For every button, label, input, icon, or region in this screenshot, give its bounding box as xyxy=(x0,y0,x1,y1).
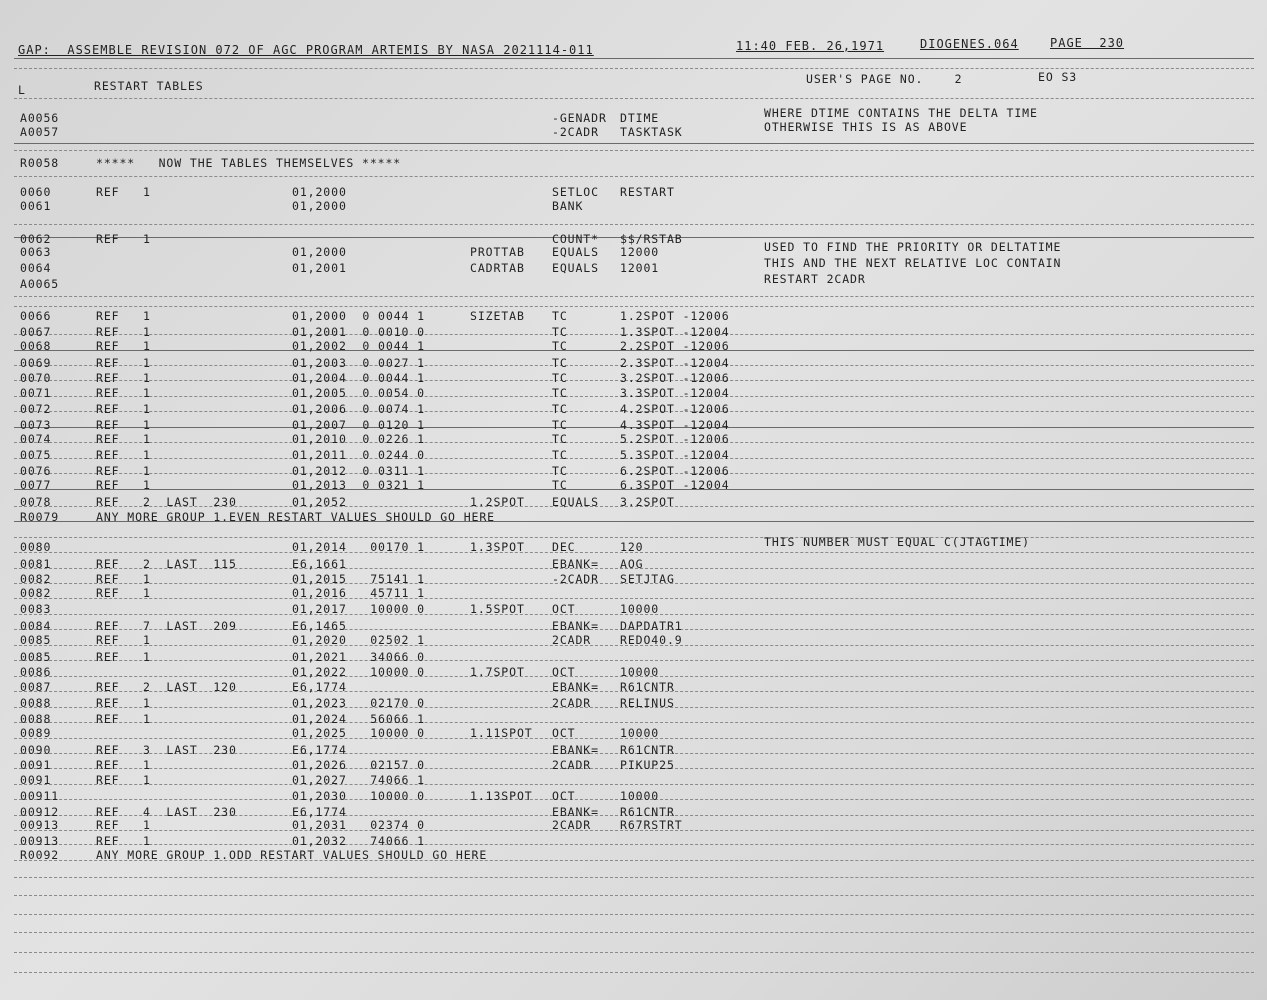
label-field: SIZETAB xyxy=(470,309,525,323)
operand-field: 5.2SPOT -12006 xyxy=(620,432,730,446)
line-number: A0065 xyxy=(20,277,60,291)
line-number: 0066 xyxy=(20,309,52,323)
header-page: PAGE 230 xyxy=(1050,36,1125,50)
address-field: 01,2014 00170 1 xyxy=(292,540,426,554)
ref-field: REF 1 xyxy=(96,356,151,370)
operand-field: 3.2SPOT -12006 xyxy=(620,370,730,385)
ruled-line xyxy=(14,914,1254,915)
ruled-line xyxy=(14,722,1254,723)
opcode-field: -2CADR xyxy=(552,571,599,586)
opcode-field: OCT xyxy=(552,602,576,616)
ref-field: REF 1 xyxy=(96,402,151,416)
opcode-field: DEC xyxy=(552,540,576,554)
line-number: 00913 xyxy=(20,818,60,832)
ref-field: REF 1 xyxy=(96,386,151,400)
address-field: 01,2013 0 0321 1 xyxy=(292,478,426,492)
header-operator: DIOGENES.064 xyxy=(920,37,1019,51)
address-field: 01,2010 0 0226 1 xyxy=(292,432,426,446)
address-field: 01,2026 02157 0 xyxy=(292,757,426,772)
line-number: 0071 xyxy=(20,386,52,400)
line-number: 0091 xyxy=(20,757,52,772)
operand-field: R61CNTR xyxy=(620,804,675,819)
operand-field: 2.2SPOT -12006 xyxy=(620,339,730,353)
ref-field: REF 1 xyxy=(96,757,151,772)
operand-field: 2.3SPOT -12004 xyxy=(620,356,730,370)
label-field: 1.3SPOT xyxy=(470,540,525,554)
operand-field: 10000 xyxy=(620,726,660,740)
line-number: 0087 xyxy=(20,680,52,694)
ruled-line xyxy=(14,537,1254,538)
address-field: 01,2021 34066 0 xyxy=(292,650,426,664)
opcode-field: EQUALS xyxy=(552,260,599,275)
opcode-field: TC xyxy=(552,356,568,370)
operand-field: TASKTASK xyxy=(620,124,683,139)
line-number: 0088 xyxy=(20,696,52,710)
address-field: 01,2020 02502 1 xyxy=(292,633,426,647)
line-number: 0062 xyxy=(20,232,52,246)
ruled-line xyxy=(14,98,1254,99)
operand-field: PIKUP25 xyxy=(620,757,675,772)
operand-field: 12000 xyxy=(620,245,660,259)
address-field: 01,2000 xyxy=(292,198,347,213)
address-field: 01,2000 0 0044 1 xyxy=(292,309,426,323)
opcode-field: TC xyxy=(552,370,568,385)
line-number: A0057 xyxy=(20,124,60,139)
opcode-field: TC xyxy=(552,386,568,400)
opcode-field: EBANK= xyxy=(552,680,599,694)
operand-field: AOG xyxy=(620,557,644,571)
remark-field: RESTART 2CADR xyxy=(764,272,866,286)
operand-field: 1.3SPOT -12004 xyxy=(620,324,730,339)
line-number: 0091 xyxy=(20,773,52,787)
address-field: 01,2017 10000 0 xyxy=(292,602,426,616)
ref-field: REF 1 xyxy=(96,417,151,432)
ruled-line xyxy=(14,58,1254,59)
operand-field: RESTART xyxy=(620,185,675,199)
ruled-line xyxy=(14,932,1254,933)
label-field: 1.5SPOT xyxy=(470,602,525,616)
operand-field: $$/RSTAB xyxy=(620,232,683,246)
ruled-line xyxy=(14,598,1254,599)
ref-field: REF 1 xyxy=(96,339,151,353)
line-number: 0060 xyxy=(20,185,52,199)
ref-field: REF 1 xyxy=(96,370,151,385)
ruled-line xyxy=(14,877,1254,878)
operand-field: 3.2SPOT xyxy=(620,495,675,509)
address-field: E6,1774 xyxy=(292,680,347,694)
operand-field: 5.3SPOT -12004 xyxy=(620,448,730,462)
line-number: 0074 xyxy=(20,432,52,446)
opcode-field: TC xyxy=(552,432,568,446)
address-field: 01,2011 0 0244 0 xyxy=(292,448,426,462)
subheader-log: L xyxy=(18,83,26,97)
subheader-title: RESTART TABLES xyxy=(94,79,204,93)
address-field: 01,2022 10000 0 xyxy=(292,664,426,679)
opcode-field: TC xyxy=(552,339,568,353)
remark-field: OTHERWISE THIS IS AS ABOVE xyxy=(764,119,968,134)
address-field: 01,2006 0 0074 1 xyxy=(292,402,426,416)
ref-field: REF 1 xyxy=(96,448,151,462)
operand-field: DTIME xyxy=(620,111,660,125)
line-number: 0081 xyxy=(20,557,52,571)
users-page: USER'S PAGE NO. 2 xyxy=(806,72,963,86)
operand-field: R61CNTR xyxy=(620,680,675,694)
opcode-field: EQUALS xyxy=(552,245,599,259)
label-field: 1.11SPOT xyxy=(470,726,533,740)
ref-field: REF 7 LAST 209 xyxy=(96,618,237,633)
operand-field: 6.2SPOT -12006 xyxy=(620,463,730,478)
opcode-field: OCT xyxy=(552,726,576,740)
address-field: 01,2024 56066 1 xyxy=(292,711,426,726)
eo-tag: EO S3 xyxy=(1038,70,1078,84)
operand-field: RELINUS xyxy=(620,696,675,710)
opcode-field: EBANK= xyxy=(552,743,599,757)
ruled-line xyxy=(14,972,1254,973)
opcode-field: SETLOC xyxy=(552,185,599,199)
ref-field: REF 3 LAST 230 xyxy=(96,743,237,757)
address-field: 01,2015 75141 1 xyxy=(292,571,426,586)
address-field: 01,2031 02374 0 xyxy=(292,818,426,832)
address-field: 01,2025 10000 0 xyxy=(292,726,426,740)
operand-field: 6.3SPOT -12004 xyxy=(620,478,730,492)
line-number: 0061 xyxy=(20,198,52,213)
line-number: 00913 xyxy=(20,834,60,848)
ref-field: REF 1 xyxy=(96,834,151,848)
opcode-field: OCT xyxy=(552,789,576,803)
ref-field: REF 1 xyxy=(96,571,151,586)
operand-field: 3.3SPOT -12004 xyxy=(620,386,730,400)
opcode-field: TC xyxy=(552,402,568,416)
ruled-line xyxy=(14,895,1254,896)
ruled-line xyxy=(14,306,1254,307)
line-number: 0068 xyxy=(20,339,52,353)
address-field: 01,2027 74066 1 xyxy=(292,773,426,787)
operand-field: 10000 xyxy=(620,602,660,616)
line-number: 0064 xyxy=(20,260,52,275)
line-number: 00912 xyxy=(20,804,60,819)
remark-field: USED TO FIND THE PRIORITY OR DELTATIME xyxy=(764,240,1062,254)
label-field: CADRTAB xyxy=(470,260,525,275)
address-field: E6,1774 xyxy=(292,804,347,819)
ref-field: REF 2 LAST 230 xyxy=(96,495,237,509)
operand-field: 4.2SPOT -12006 xyxy=(620,402,730,416)
ref-field: REF 1 xyxy=(96,696,151,710)
line-number: A0056 xyxy=(20,111,60,125)
opcode-field: TC xyxy=(552,324,568,339)
operand-field: 4.3SPOT -12004 xyxy=(620,417,730,432)
remark-field: THIS NUMBER MUST EQUAL C(JTAGTIME) xyxy=(764,535,1031,549)
operand-field: 12001 xyxy=(620,260,660,275)
address-field: 01,2000 xyxy=(292,185,347,199)
address-field: 01,2001 0 0010 0 xyxy=(292,324,426,339)
opcode-field: EBANK= xyxy=(552,557,599,571)
line-number: R0092 xyxy=(20,847,60,862)
line-number: 0076 xyxy=(20,463,52,478)
opcode-field: -GENADR xyxy=(552,111,607,125)
ref-field: REF 1 xyxy=(96,432,151,446)
ref-field: REF 2 LAST 115 xyxy=(96,557,237,571)
remark-field: THIS AND THE NEXT RELATIVE LOC CONTAIN xyxy=(764,255,1062,270)
operand-field: 1.2SPOT -12006 xyxy=(620,309,730,323)
ref-field: REF 1 xyxy=(96,773,151,787)
operand-field: 120 xyxy=(620,540,644,554)
header-datetime: 11:40 FEB. 26,1971 xyxy=(736,39,885,53)
opcode-field: 2CADR xyxy=(552,818,592,832)
address-field: 01,2004 0 0044 1 xyxy=(292,370,426,385)
opcode-field: -2CADR xyxy=(552,124,599,139)
address-field: 01,2032 74066 1 xyxy=(292,834,426,848)
line-number: 0086 xyxy=(20,664,52,679)
opcode-field: TC xyxy=(552,448,568,462)
opcode-field: EQUALS xyxy=(552,495,599,509)
opcode-field: TC xyxy=(552,309,568,323)
line-number: 0072 xyxy=(20,402,52,416)
address-field: 01,2052 xyxy=(292,495,347,509)
address-field: 01,2005 0 0054 0 xyxy=(292,386,426,400)
label-field: 1.7SPOT xyxy=(470,664,525,679)
ruled-line xyxy=(14,224,1254,225)
address-field: 01,2000 xyxy=(292,245,347,259)
opcode-field: EBANK= xyxy=(552,804,599,819)
line-number: 0073 xyxy=(20,417,52,432)
line-number: 0090 xyxy=(20,743,52,757)
ref-field: REF 1 xyxy=(96,818,151,832)
line-number: 0063 xyxy=(20,245,52,259)
address-field: 01,2012 0 0311 1 xyxy=(292,463,426,478)
address-field: 01,2002 0 0044 1 xyxy=(292,339,426,353)
ruled-line xyxy=(14,296,1254,297)
line-number: 0067 xyxy=(20,324,52,339)
ref-field: REF 1 xyxy=(96,478,151,492)
ruled-line xyxy=(14,150,1254,151)
opcode-field: OCT xyxy=(552,664,576,679)
ref-field: REF 1 xyxy=(96,324,151,339)
line-number: 0088 xyxy=(20,711,52,726)
address-field: 01,2016 45711 1 xyxy=(292,586,426,600)
operand-field: R61CNTR xyxy=(620,743,675,757)
ref-field: ANY MORE GROUP 1.ODD RESTART VALUES SHOULD GO HERE xyxy=(96,847,488,862)
address-field: 01,2003 0 0027 1 xyxy=(292,356,426,370)
line-number: 0089 xyxy=(20,726,52,740)
address-field: E6,1465 xyxy=(292,618,347,633)
label-field: 1.2SPOT xyxy=(470,495,525,509)
ref-field: REF 1 xyxy=(96,633,151,647)
line-number: 0084 xyxy=(20,618,52,633)
line-number: 0080 xyxy=(20,540,52,554)
line-number: 0083 xyxy=(20,602,52,616)
line-number: 0077 xyxy=(20,478,52,492)
ref-field: REF 2 LAST 120 xyxy=(96,680,237,694)
ref-field: REF 1 xyxy=(96,232,151,246)
remark-field: WHERE DTIME CONTAINS THE DELTA TIME xyxy=(764,106,1038,120)
operand-field: R67RSTRT xyxy=(620,818,683,832)
opcode-field: COUNT* xyxy=(552,232,599,246)
line-number: 0070 xyxy=(20,370,52,385)
opcode-field: 2CADR xyxy=(552,696,592,710)
ref-field: REF 4 LAST 230 xyxy=(96,804,237,819)
line-number: R0079 xyxy=(20,509,60,524)
label-field: PROTTAB xyxy=(470,245,525,259)
ruled-line xyxy=(14,660,1254,661)
ruled-line xyxy=(14,784,1254,785)
address-field: 01,2023 02170 0 xyxy=(292,696,426,710)
ruled-line xyxy=(14,952,1254,953)
operand-field: SETJTAG xyxy=(620,571,675,586)
ref-field: ANY MORE GROUP 1.EVEN RESTART VALUES SHOULD GO HERE xyxy=(96,509,496,524)
operand-field: 10000 xyxy=(620,664,660,679)
line-number: 0078 xyxy=(20,495,52,509)
line-number: 0085 xyxy=(20,633,52,647)
address-field: 01,2001 xyxy=(292,260,347,275)
operand-field: REDO40.9 xyxy=(620,633,683,647)
ruled-line xyxy=(14,143,1254,144)
label-field: 1.13SPOT xyxy=(470,789,533,803)
line-number: 0075 xyxy=(20,448,52,462)
line-number: 0082 xyxy=(20,571,52,586)
opcode-field: TC xyxy=(552,417,568,432)
ref-field: REF 1 xyxy=(96,309,151,323)
address-field: 01,2030 10000 0 xyxy=(292,789,426,803)
ref-field: REF 1 xyxy=(96,650,151,664)
ref-field: REF 1 xyxy=(96,463,151,478)
ref-field: REF 1 xyxy=(96,586,151,600)
opcode-field: 2CADR xyxy=(552,633,592,647)
ruled-line xyxy=(14,68,1254,69)
line-number: 00911 xyxy=(20,789,60,803)
ref-field: REF 1 xyxy=(96,711,151,726)
header-title: GAP: ASSEMBLE REVISION 072 OF AGC PROGRAM ARTEMIS BY NASA 2021114-011 xyxy=(18,43,594,57)
ruled-line xyxy=(14,844,1254,845)
line-number: 0069 xyxy=(20,356,52,370)
opcode-field: TC xyxy=(552,478,568,492)
line-number: 0085 xyxy=(20,650,52,664)
opcode-field: 2CADR xyxy=(552,757,592,772)
opcode-field: TC xyxy=(552,463,568,478)
ref-field: REF 1 xyxy=(96,185,151,199)
operand-field: 10000 xyxy=(620,789,660,803)
address-field: E6,1661 xyxy=(292,557,347,571)
address-field: E6,1774 xyxy=(292,743,347,757)
line-number: 0082 xyxy=(20,586,52,600)
address-field: 01,2007 0 0120 1 xyxy=(292,417,426,432)
operand-field: DAPDATR1 xyxy=(620,618,683,633)
opcode-field: EBANK= xyxy=(552,618,599,633)
ref-field: ***** NOW THE TABLES THEMSELVES ***** xyxy=(96,156,402,170)
opcode-field: BANK xyxy=(552,198,584,213)
ruled-line xyxy=(14,176,1254,177)
line-number: R0058 xyxy=(20,156,60,170)
